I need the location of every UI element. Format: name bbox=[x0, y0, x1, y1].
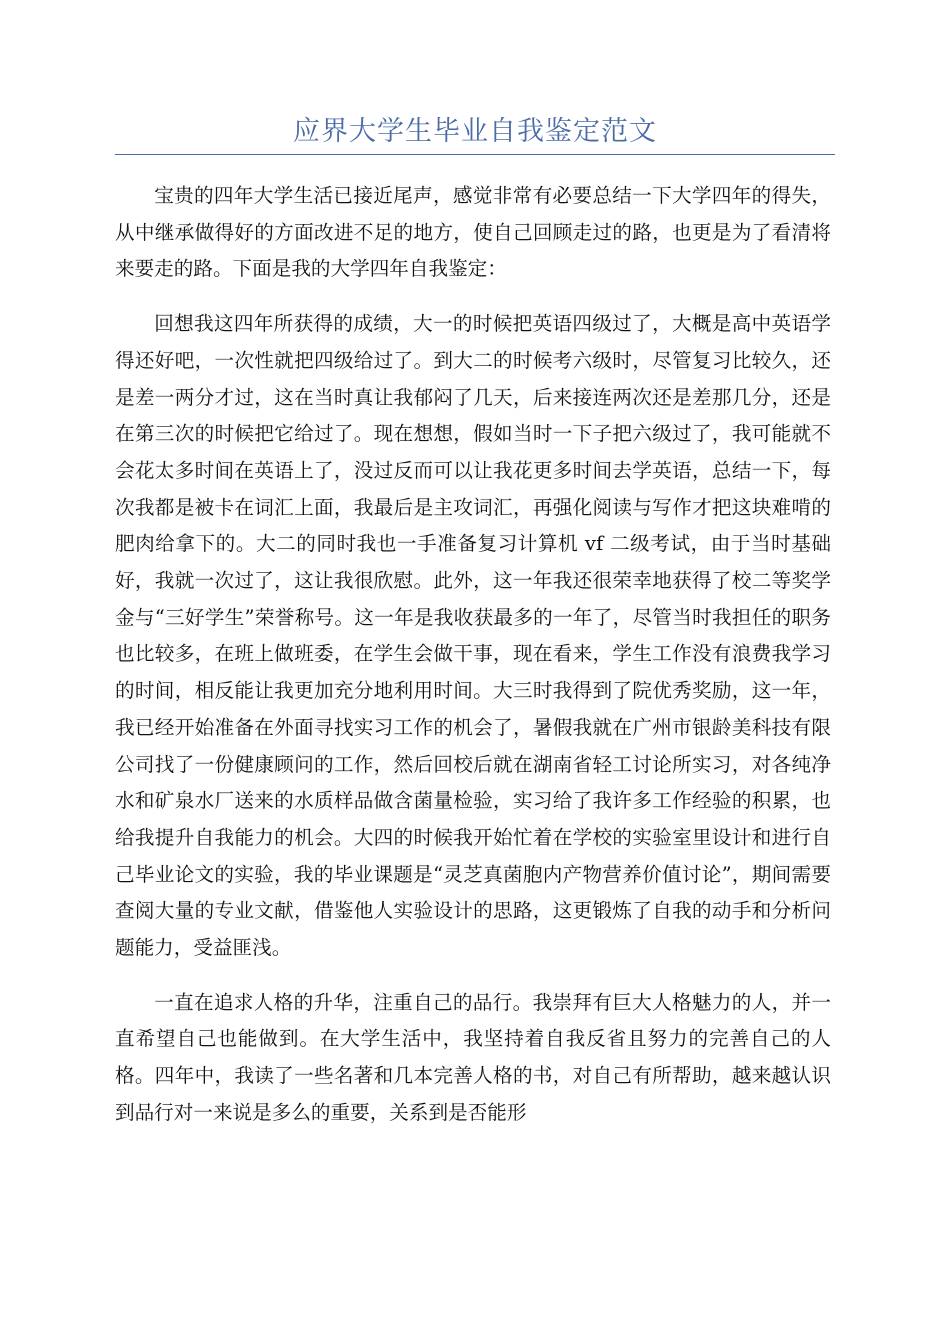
document-title: 应界大学生毕业自我鉴定范文 bbox=[293, 116, 657, 147]
paragraph-character: 一直在追求人格的升华，注重自己的品行。我崇拜有巨大人格魅力的人，并一直希望自己也能做到。在大学生活中，我坚持着自我反省且努力的完善自己的人格。四年中，我读了一些名著和几本完善人格的书，对自己有所帮助，越来越认识到品行对一来说是多么的重要，关系到是否能形 bbox=[115, 990, 831, 1124]
document-body bbox=[115, 178, 831, 1150]
paragraph-intro: 宝贵的四年大学生活已接近尾声，感觉非常有必要总结一下大学四年的得失，从中继承做得好的方面改进不足的地方，使自己回顾走过的路，也更是为了看清将来要走的路。下面是我的大学四年自我鉴定： bbox=[115, 184, 831, 281]
title-underline bbox=[115, 154, 835, 155]
paragraph-achievements: 回想我这四年所获得的成绩，大一的时候把英语四级过了，大概是高中英语学得还好吧，一次性就把四级给过了。到大二的时候考六级时，尽管复习比较久，还是差一两分才过，这在当时真让我郁闷了几天，后来接连两次还是差那几分，还是在第三次的时候把它给过了。现在想想，假如当时一下子把六级过了，我可能就不会花太多时间在英语上了，没过反而可以让我花更多时间去学英语，总结一下，每次我都是被卡在词汇上面，我最后是主攻词汇，再强化阅读与写作才把这块难啃的肥肉给拿下的。大二的同时我也一手准备复习计算机 vf 二级考试，由于当时基础好，我就一次过了，这让我很欣慰。此外，这一年我还很荣幸地获得了校二等奖学金与“三好学生”荣誉称号。这一年是我收获最多的一年了，尽管当时我担任的职务也比较多，在班上做班委，在学生会做干事，现在看来，学生工作没有浪费我学习的时间，相反能让我更加充分地利用时间。大三时我得到了院优秀奖励，这一年，我已经开始准备在外面寻找实习工作的机会了，暑假我就在广州市银龄美科技有限公司找了一份健康顾问的工作，然后回校后就在湖南省轻工讨论所实习，对各纯净水和矿泉水厂送来的水质样品做含菌量检验，实习给了我许多工作经验的积累，也给我提升自我能力的机会。大四的时候我开始忙着在学校的实验室里设计和进行自己毕业论文的实验，我的毕业课题是“灵芝真菌胞内产物营养价值讨论”，期间需要查阅大量的专业文献，借鉴他人实验设计的思路，这更锻炼了自我的动手和分析问题能力，受益匪浅。 bbox=[115, 312, 831, 960]
